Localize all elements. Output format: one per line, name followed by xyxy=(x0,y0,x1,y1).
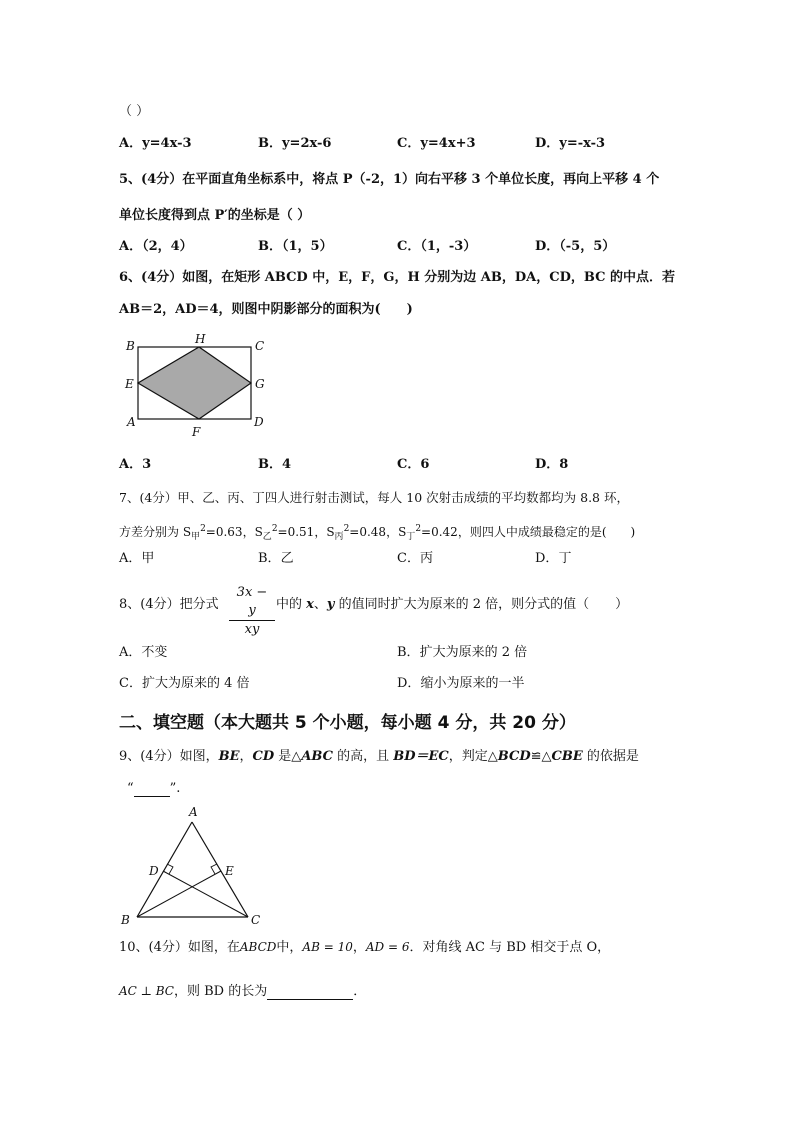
q9-answer-blank[interactable] xyxy=(134,782,170,797)
label-f: F xyxy=(192,425,201,439)
q10-stem-line2: AC ⊥ BC，则 BD 的长为 ． xyxy=(119,984,367,999)
q6-option-b: B．4 xyxy=(258,457,292,472)
q8-stem-prefix: 8、(4分）把分式 xyxy=(119,597,219,612)
right-angle-e xyxy=(211,864,217,874)
q5-option-a: A．（2，4） xyxy=(119,239,193,254)
q8-option-c: C．扩大为原来的 4 倍 xyxy=(119,676,250,691)
q6-stem-line2: AB＝2，AD＝4，则图中阴影部分的面积为( ) xyxy=(119,302,413,317)
label-g: G xyxy=(255,377,265,391)
label-d: D xyxy=(254,415,264,429)
label-d: D xyxy=(149,864,159,878)
q8-fraction-numerator: 3x − y xyxy=(229,584,275,621)
label-e: E xyxy=(225,864,234,878)
label-a: A xyxy=(189,805,198,819)
q8-fraction xyxy=(229,584,275,639)
q9-stem-line1: 9、(4分）如图，BE，CD 是△ABC 的高，且 BD＝EC，判定△BCD≌△CBE 的依据是 xyxy=(119,749,639,764)
side-ab xyxy=(137,822,192,917)
q4-option-c: C．y=4x+3 xyxy=(397,136,476,151)
q4-option-d: D．y=-x-3 xyxy=(535,136,606,151)
q4-paren: （ ） xyxy=(119,104,150,119)
q7-option-d: D．丁 xyxy=(535,551,572,566)
label-b: B xyxy=(126,339,135,353)
label-a: A xyxy=(127,415,136,429)
q5-option-b: B．（1，5） xyxy=(258,239,333,254)
q5-stem-line2: 单位长度得到点 P′的坐标是（ ） xyxy=(119,208,311,223)
q6-option-a: A．3 xyxy=(119,457,152,472)
q9-triangle-figure xyxy=(115,802,275,930)
q7-option-a: A．甲 xyxy=(119,551,155,566)
label-b: B xyxy=(121,913,130,927)
right-angle-d xyxy=(167,864,173,874)
q10-stem-line1: 10、(4分）如图，在ABCD中，AB = 10，AD = 6．对角线 AC 与 BD 相交于点 O， xyxy=(119,940,611,955)
q7-stem-line2: 方差分别为 $S_甲^2=0.63$，$S_乙^2=0.51$，$S_丙^2=0.48$，$S_丁^2=0.42$，则四人中成绩最稳定的是( ) xyxy=(119,524,636,542)
altitude-cd xyxy=(163,871,248,917)
q5-stem-line1: 5、(4分）在平面直角坐标系中，将点 P（-2，1）向右平移 3 个单位长度，再向上平移 4 个 xyxy=(119,172,660,187)
section-2-heading: 二、填空题（本大题共 5 个小题，每小题 4 分，共 20 分） xyxy=(119,713,576,733)
q8-stem-suffix: 中的 x、y 的值同时扩大为原来的 2 倍，则分式的值（ ） xyxy=(276,597,629,612)
label-c: C xyxy=(255,339,265,353)
label-e: E xyxy=(125,377,134,391)
side-ac xyxy=(192,822,248,917)
q6-option-d: D．8 xyxy=(535,457,569,472)
q9-stem-line2: “ ”. xyxy=(127,781,181,796)
q8-option-d: D．缩小为原来的一半 xyxy=(397,676,525,691)
label-h: H xyxy=(195,332,206,346)
q4-option-a: A．y=4x-3 xyxy=(119,136,192,151)
q4-option-b: B．y=2x-6 xyxy=(258,136,332,151)
q8-option-a: A．不变 xyxy=(119,645,168,660)
q8-option-b: B．扩大为原来的 2 倍 xyxy=(397,645,528,660)
q5-option-c: C．（1，-3） xyxy=(397,239,477,254)
q7-stem-line1: 7、(4分）甲、乙、丙、丁四人进行射击测试，每人 10 次射击成绩的平均数都均为 8.8 环， xyxy=(119,490,629,505)
q10-answer-blank[interactable] xyxy=(267,985,353,1000)
q8-fraction-denominator: xy xyxy=(244,622,260,637)
q7-option-b: B．乙 xyxy=(258,551,294,566)
q6-rectangle-figure xyxy=(120,330,280,442)
shaded-rhombus xyxy=(138,347,251,419)
label-c: C xyxy=(251,913,261,927)
q6-stem-line1: 6、(4分）如图，在矩形 ABCD 中，E，F，G，H 分别为边 AB，DA，CD，BC 的中点．若 xyxy=(119,270,675,285)
q6-option-c: C．6 xyxy=(397,457,430,472)
q5-option-d: D．（-5，5） xyxy=(535,239,616,254)
q7-option-c: C．丙 xyxy=(397,551,433,566)
